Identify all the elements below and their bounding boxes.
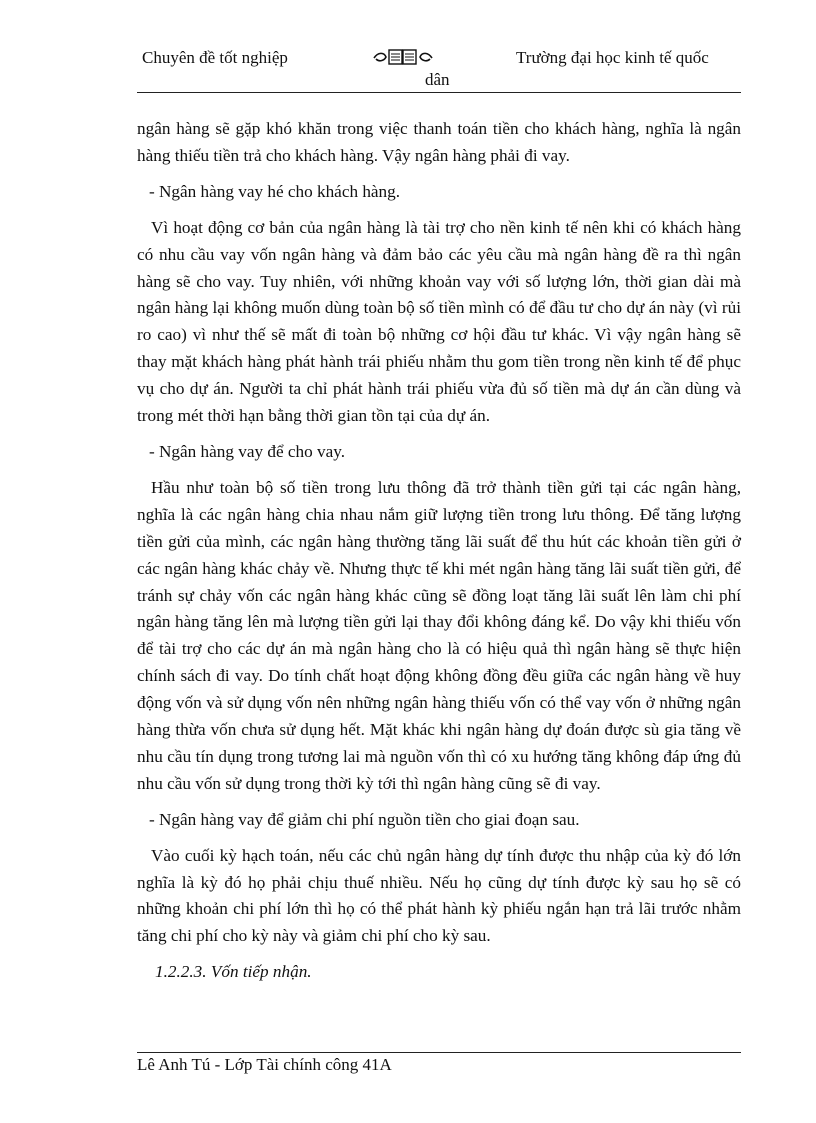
header-right-title: Trường đại học kinh tế quốc	[516, 48, 709, 67]
header-left-title: Chuyên đề tốt nghiệp	[142, 48, 288, 67]
section-heading: 1.2.2.3. Vốn tiếp nhận.	[155, 962, 312, 982]
header-right-continuation: dân	[425, 70, 450, 89]
bullet-paragraph: - Ngân hàng vay để giảm chi phí nguồn tiền cho giai đoạn sau.	[149, 809, 580, 829]
footer-author: Lê Anh Tú - Lớp Tài chính công 41A	[137, 1055, 392, 1074]
paragraph: Vào cuối kỳ hạch toán, nếu các chủ ngân hàng dự tính được thu nhập của kỳ đó lớn nghĩa là kỳ đó họ phải chịu thuế nhiều. Nếu họ cũng dự tính được kỳ sau họ sẽ có những khoản chi phí lớn thì họ có thể phát hành kỳ phiếu ngắn hạn trả lãi trước nhằm tăng chi phí cho kỳ này và giảm chi phí cho kỳ sau.	[137, 845, 741, 946]
paragraph: Hầu như toàn bộ số tiền trong lưu thông đã trở thành tiền gửi tại các ngân hàng, nghĩa là các ngân hàng chia nhau nắm giữ lượng tiền trong lưu thông. Để tăng lượng tiền gửi của mình, các ngân hàng thường tăng lãi suất để thu hút các khoản tiền gửi ở các ngân hàng khác chảy về. Nhưng thực tế khi mét ngân hàng tăng lãi suất tiền gửi, để tránh sự chảy vốn các ngân hàng khác cũng sẽ đồng loạt tăng lãi suất lên làm chi phí ngân hàng tăng lên mà lượng tiền gửi lại thay đổi không đáng kể. Do vậy khi thiếu vốn để tài trợ cho các dự án mà ngân hàng cho là có hiệu quả thì ngân hàng sẽ thực hiện chính sách đi vay. Do tính chất hoạt động không đồng đều giữa các ngân hàng về huy động vốn và sử dụng vốn nên những ngân hàng thiếu vốn có thể vay vốn ở những ngân hàng thừa vốn chưa sử dụng hết. Mặt khác khi ngân hàng dự đoán được sù gia tăng về nhu cầu tín dụng trong tương lai mà nguồn vốn thì có xu hướng tăng không đáp ứng đủ nhu cầu vốn sử dụng trong thời kỳ tới thì ngân hàng cũng sẽ đi vay.	[137, 477, 741, 793]
body-text	[137, 116, 741, 995]
paragraph: ngân hàng sẽ gặp khó khăn trong việc thanh toán tiền cho khách hàng, nghĩa là ngân hàng thiếu tiền trả cho khách hàng. Vậy ngân hàng phải đi vay.	[137, 119, 741, 165]
footer-divider	[137, 1052, 741, 1053]
book-ornament-icon	[372, 46, 434, 68]
header-divider	[137, 92, 741, 93]
bullet-paragraph: - Ngân hàng vay hé cho khách hàng.	[149, 181, 401, 201]
paragraph: Vì hoạt động cơ bản của ngân hàng là tài trợ cho nền kinh tế nên khi có khách hàng có nhu cầu vay vốn ngân hàng và đảm bảo các yêu cầu mà ngân hàng đề ra thì ngân hàng sẽ cho vay. Tuy nhiên, với những khoản vay với số lượng lớn, thời gian dài mà ngân hàng lại không muốn dùng toàn bộ số tiền mình có để đầu tư cho dự án này (vì rủi ro cao) vì như thế sẽ mất đi toàn bộ những cơ hội đầu tư khác. Vì vậy ngân hàng sẽ thay mặt khách hàng phát hành trái phiếu nhằm thu gom tiền trong nền kinh tế để phục vụ cho dự án. Người ta chỉ phát hành trái phiếu vừa đủ số tiền mà dự án cần dùng và trong mét thời hạn bằng thời gian tồn tại của dự án.	[137, 217, 741, 426]
bullet-paragraph: - Ngân hàng vay để cho vay.	[149, 441, 345, 461]
